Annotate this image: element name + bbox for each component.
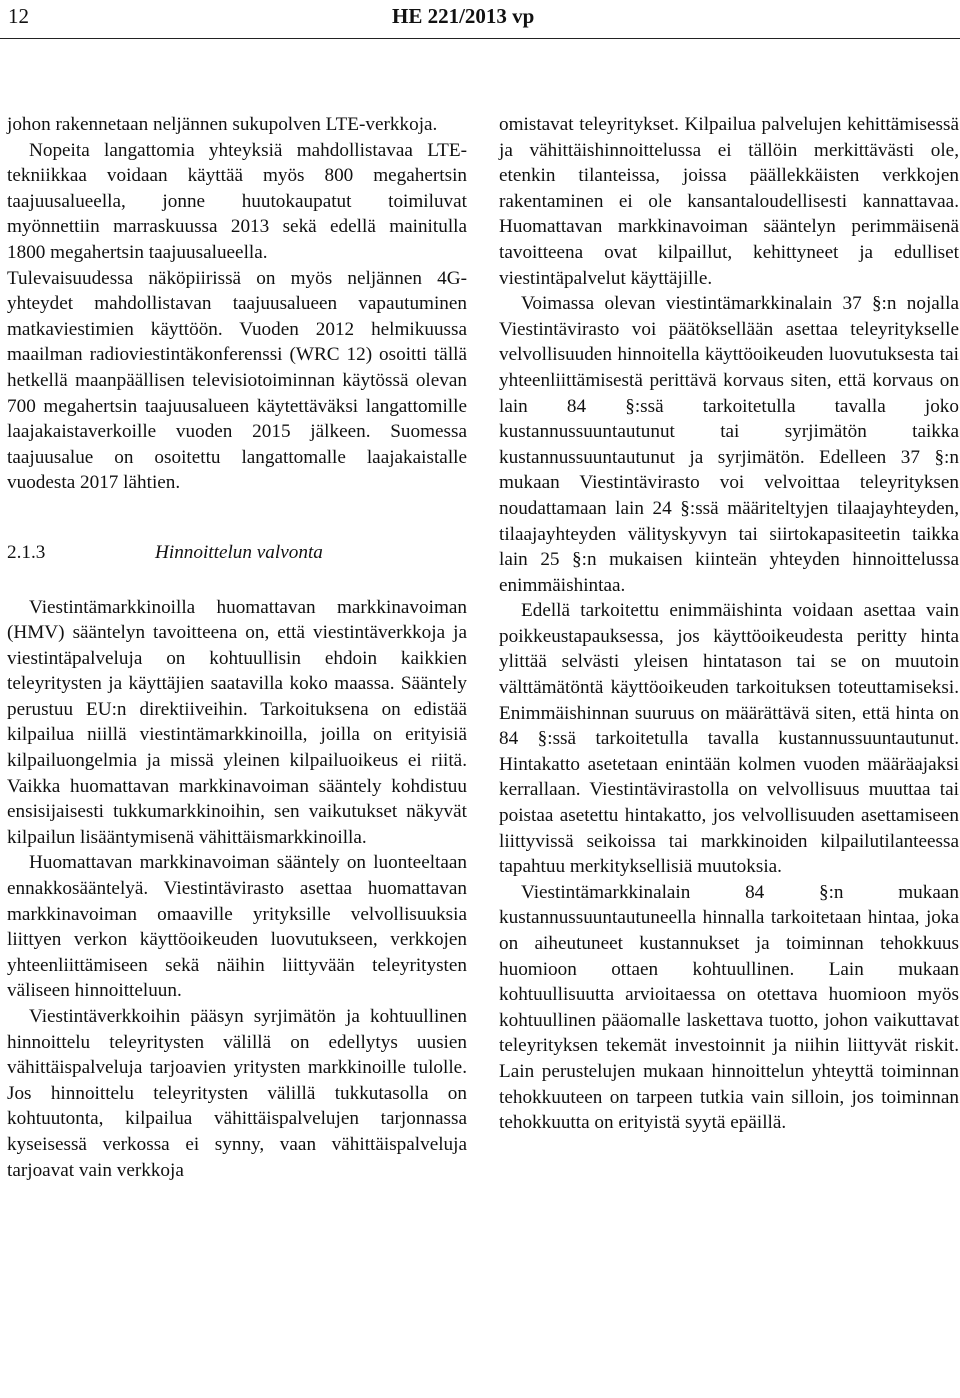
paragraph: Edellä tarkoitettu enimmäishinta voidaan asettaa vain poikkeustapauksessa, jos käyttöoikeudesta peritty hinta ylittää selvästi yleisen hintatason tai se on muutoin välttämätöntä käyttöoikeuden tarkoituksen toteuttamiseksi. Enimmäishinnan suuruus on määrättävä siten, että hinta on 84 §:ssä tarkoitetulla tavalla kustannussuuntautunut. Hintakatto asetetaan enintään kolmen vuoden määräajaksi kerrallaan. Viestintävirastolla on velvollisuus muuttaa tai poistaa asetettu hintakatto, jos velvollisuuden asettamiseen liittyvissä seikoissa tai markkinoiden kilpailutilanteessa tapahtuu merkityksellisiä muutoksia. [499,600,959,878]
section-title: Hinnoittelun valvonta [155,541,323,563]
right-column [499,112,959,1136]
page-header [0,0,960,48]
page-number: 12 [8,4,29,28]
header-divider [0,38,960,39]
paragraph: johon rakennetaan neljännen sukupolven LTE-verkkoja. [7,114,438,135]
paragraph: Tulevaisuudessa näköpiirissä on myös neljännen 4G-yhteydet mahdollistavan taajuusalueen vapautuminen matkaviestimien käyttöön. Vuoden 2012 helmikuussa maailman radioviestintäkonferenssi (WRC 12) osoitti tällä hetkellä maanpäällisen televisiotoiminnan käytössä olevan 700 megahertsin taajuusalueen käytettäväksi langattomille laajakaistaverkoille vuoden 2015 jälkeen. Suomessa taajuusalue on osoitettu langattomalle laajakaistalle vuodesta 2017 lähtien. [7,267,467,494]
document-reference: HE 221/2013 vp [392,4,535,28]
paragraph: omistavat teleyritykset. Kilpailua palvelujen kehittämisessä ja vähittäishinnoittelussa ei tällöin merkittävästi ole, etenkin tilanteissa, joissa päällekkäisten verkkojen rakentaminen ei ole kansantaloudellisesti kannattavaa. Huomattavan markkinavoiman sääntelyn perimmäisenä tavoitteena ovat kilpaillut, kehittyneet ja edulliset viestintäpalvelut käyttäjille. [499,114,959,289]
paragraph: Huomattavan markkinavoiman sääntely on luonteeltaan ennakkosääntelyä. Viestintävirasto asettaa huomattavan markkinavoiman omaaville yrityksille velvollisuuksia liittyen verkon käyttöoikeuden luovutukseen, verkkojen yhteenliittämiseen sekä näihin liittyvään teleyritysten väliseen hinnoitteluun. [7,852,467,1002]
section-number: 2.1.3 [7,541,46,563]
paragraph: Nopeita langattomia yhteyksiä mahdollistavaa LTE-tekniikkaa voidaan käyttää myös 800 megahertsin taajuusalueella, jonne huutokaupatut toimiluvat myönnettiin marraskuussa 2013 sekä edellä mainitulla 1800 megahertsin taajuusalueella. [7,139,467,263]
section-heading [7,540,467,566]
paragraph: Viestintämarkkinoilla huomattavan markkinavoiman (HMV) sääntelyn tavoitteena on, että viestintäverkkoja ja viestintäpalveluja on kohtuullisin ehdoin kaikkien teleyritysten ja käyttäjien saatavilla koko maassa. Sääntely perustuu EU:n direktiiveihin. Tarkoituksena on edistää kilpailua niillä viestintämarkkinoilla, joilla on erityisiä kilpailuongelmia ja missä yleinen kilpailuoikeus ei riitä. Vaikka huomattavan markkinavoiman sääntely kohdistuu ensisijaisesti tukkumarkkinoihin, sen vaikutukset näkyvät kilpailun lisääntymisenä vähittäismarkkinoilla. [7,596,467,848]
paragraph: Voimassa olevan viestintämarkkinalain 37 §:n nojalla Viestintävirasto voi päätöksellään asettaa teleyritykselle velvollisuuden hinnoitella käyttöoikeuden luovutuksesta tai yhteenliittämisestä perittävä korvaus siten, että korvaus on lain 84 §:ssä tarkoitetulla tavalla joko kustannussuuntautunut tai syrjimätön taikka kustannussuuntautunut ja syrjimätön. Edelleen 37 §:n mukaan Viestintävirasto voi velvoittaa teleyrityksen noudattamaan lain 24 §:ssä määriteltyjen tilaajayhteyden, tilaajayhteyden välityskyvyn tai siirtokapasiteetin taikka lain 25 §:n mukaisen kiinteän yhteyden hinnoittelussa enimmäishintaa. [499,293,959,596]
left-column [7,112,467,1183]
paragraph: Viestintäverkkoihin pääsyn syrjimätön ja kohtuullinen hinnoittelu teleyritysten välillä on edellytys uusien vähittäispalveluja tarjoavien yritysten markkinoille tulolle. Jos hinnoittelu teleyritysten välillä tukkutasolla on kohtuutonta, kilpailua vähittäispalvelujen tarjonnassa kyseisessä verkossa ei synny, vaan vähittäispalveluja tarjoavat vain verkkoja [7,1006,467,1181]
paragraph: Viestintämarkkinalain 84 §:n mukaan kustannussuuntautuneella hinnalla tarkoitetaan hintaa, joka on aiheutuneet kustannukset ja toiminnan tehokkuus huomioon ottaen kohtuullinen. Lain mukaan kohtuullisuutta arvioitaessa on otettava huomioon myös kohtuullinen pääomalle laskettava tuotto, johon vaikuttavat teleyrityksen tekemät investoinnit ja niihin liittyvät riskit. Lain perustelujen mukaan hinnoittelun yhteyttä toiminnan tehokkuuteen on tarpeen tutkia vain silloin, jos toiminnan tehokkuutta on erityistä syytä epäillä. [499,881,959,1134]
